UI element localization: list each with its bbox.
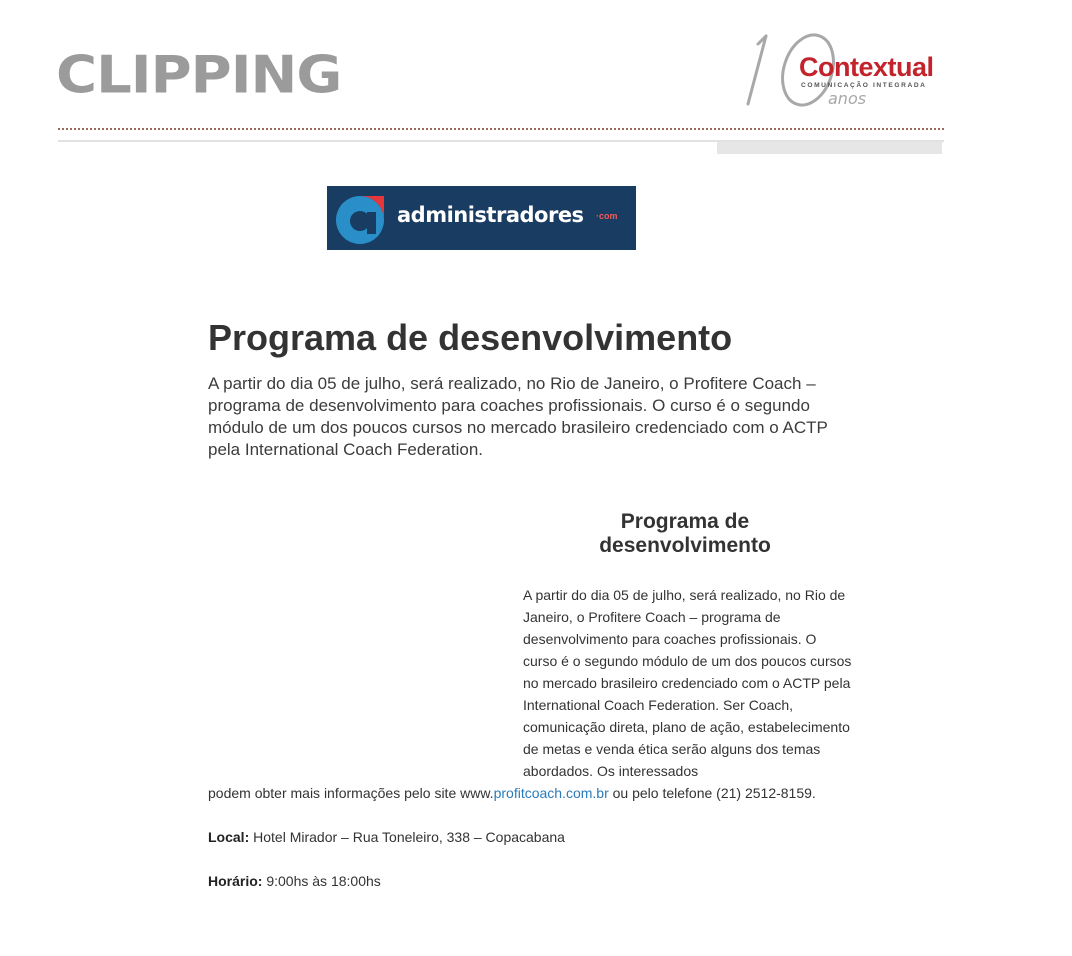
local-label: Local: — [208, 829, 250, 845]
contextual-anos: anos — [828, 89, 867, 108]
header-dotted-rule — [58, 128, 944, 130]
local-value: Hotel Mirador – Rua Toneleiro, 338 – Copacabana — [249, 829, 565, 845]
administradores-suffix: ·com — [596, 211, 618, 221]
contextual-tagline: COMUNICAÇÃO INTEGRADA — [801, 82, 927, 89]
horario-value: 9:00hs às 18:00hs — [262, 873, 381, 889]
horario-label: Horário: — [208, 873, 263, 889]
article-subtitle: Programa de desenvolvimento — [599, 510, 771, 557]
administradores-wordmark: administradores — [397, 203, 584, 227]
body-tail-phone: ou pelo telefone (21) 2512-8159. — [608, 785, 816, 801]
article-body-continuation — [208, 782, 816, 804]
contextual-brand: Contextual — [799, 52, 934, 82]
local-line — [208, 826, 565, 848]
administradores-mark-icon — [327, 186, 387, 250]
horario-line — [208, 870, 381, 892]
article-title: Programa de desenvolvimento — [208, 317, 733, 358]
body-tail-text: podem obter mais informações pelo site www. — [208, 785, 494, 801]
contextual-logo — [744, 26, 949, 116]
article-body: A partir do dia 05 de julho, será realizado, no Rio de Janeiro, o Profitere Coach – programa de desenvolvimento para coaches profissionais. O curso é o segundo módulo de um dos poucos cursos no mercado brasileiro credenciado com o ACTP pela International Coach Federation. Ser Coach, comunicação direta, plano de ação, estabelecimento de metas e venda ética serão alguns dos temas abordados. Os interessados — [523, 587, 852, 779]
profitcoach-link[interactable]: profitcoach.com.br — [493, 785, 609, 801]
administradores-logo — [327, 186, 636, 250]
header-gray-block — [717, 142, 942, 154]
clipping-title: CLIPPING — [56, 45, 342, 106]
article-lead: A partir do dia 05 de julho, será realizado, no Rio de Janeiro, o Profitere Coach – programa de desenvolvimento para coaches profissionais. O curso é o segundo módulo de um dos poucos cursos no mercado brasileiro credenciado com o ACTP pela International Coach Federation. — [208, 374, 828, 459]
